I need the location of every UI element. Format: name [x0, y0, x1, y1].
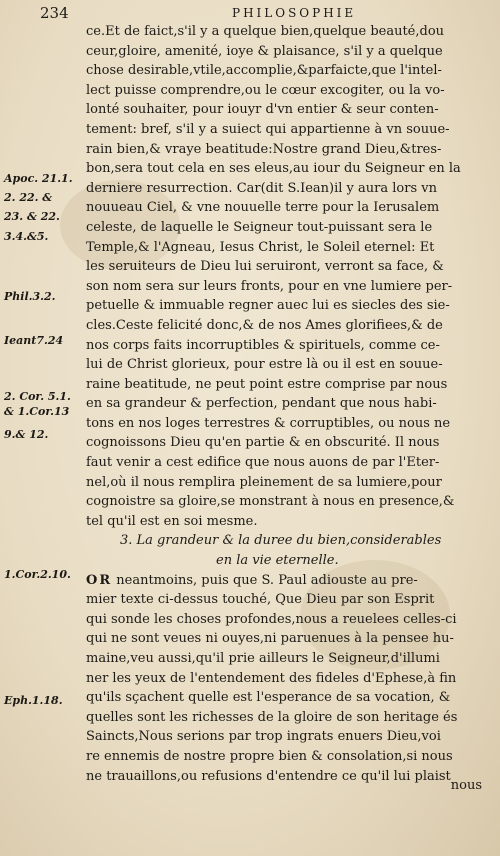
text-line: cognoissons Dieu qu'en partie & en obscurité. Il nous: [86, 435, 440, 451]
text-line: chose desirable,vtile,accomplie,&parfaicte,que l'intel-: [86, 63, 442, 79]
text-line: ner les yeux de l'entendement des fideles d'Ephese,à fin: [86, 670, 457, 686]
page-header: [40, 4, 480, 22]
margin-note: 3.4.&5.: [4, 230, 49, 243]
text-line: bon,sera tout cela en ses eleus,au iour du Seigneur en la: [86, 161, 461, 177]
text-line: raine beatitude, ne peut point estre comprise par nous: [86, 376, 448, 392]
text-line: celeste, de laquelle le Seigneur tout-puissant sera le: [86, 219, 433, 235]
text-line: faut venir a cest edifice que nous auons de par l'Eter-: [86, 455, 440, 471]
text-line: qu'ils sçachent quelle est l'esperance de sa vocation, &: [86, 690, 451, 706]
text-line: nel,où il nous remplira pleinement de sa lumiere,pour: [86, 474, 442, 490]
text-line: cognoistre sa gloire,se monstrant à nous en presence,&: [86, 494, 455, 510]
margin-note: 2. Cor. 5.1.: [4, 390, 71, 403]
text-line: ne trauaillons,ou refusions d'entendre ce qu'il lui plaist: [86, 768, 451, 784]
text-line: quelles sont les richesses de la gloire de son heritage és: [86, 709, 458, 725]
initial-word: OR: [86, 572, 113, 588]
text-line: ceur,gloire, amenité, ioye & plaisance, s'il y a quelque: [86, 43, 443, 59]
margin-note: Phil.3.2.: [4, 290, 56, 303]
running-head: PHILOSOPHIE: [232, 6, 357, 20]
text-line: tel qu'il est en soi mesme.: [86, 513, 258, 529]
text-line: en sa grandeur & perfection, pendant que nous habi-: [86, 396, 437, 412]
text-line: lui de Christ glorieux, pour estre là ou il est en souue-: [86, 357, 443, 373]
text-line: cles.Ceste felicité donc,& de nos Ames glorifiees,& de: [86, 317, 443, 333]
margin-note: & 1.Cor.13: [4, 405, 70, 418]
text-line: mier texte ci-dessus touché, Que Dieu par son Esprit: [86, 592, 435, 608]
text-line: rain bien,& vraye beatitude:Nostre grand Dieu,&tres-: [86, 141, 442, 157]
text-line: re ennemis de nostre propre bien & consolation,si nous: [86, 748, 453, 764]
section-heading-continued: en la vie eternelle.: [216, 553, 339, 569]
text-line: qui sonde les choses profondes,nous a reuelees celles-ci: [86, 611, 457, 627]
margin-note: 2. 22. &: [4, 191, 53, 204]
margin-note: 9.& 12.: [4, 428, 49, 441]
page-number: 234: [40, 4, 69, 22]
margin-note: Apoc. 21.1.: [4, 172, 73, 185]
text-line: [86, 571, 486, 591]
section-heading: 3. La grandeur & la duree du bien,considerables: [120, 533, 442, 549]
text-line: tons en nos loges terrestres & corruptibles, ou nous ne: [86, 415, 451, 431]
margin-note: Eph.1.18.: [4, 694, 63, 707]
margin-note: 1.Cor.2.10.: [4, 568, 71, 581]
text-line: Saincts,Nous serions par trop ingrats enuers Dieu,voi: [86, 729, 441, 745]
text-line: lonté souhaiter, pour iouyr d'vn entier & seur conten-: [86, 102, 439, 118]
text-line: lect puisse comprendre,ou le cœur excogiter, ou la vo-: [86, 82, 445, 98]
text-line: ce.Et de faict,s'il y a quelque bien,quelque beauté,dou: [86, 24, 445, 39]
text-line-rest: neantmoins, puis que S. Paul adiouste au pre-: [112, 572, 418, 588]
text-line: qui ne sont veues ni ouyes,ni paruenues à la pensee hu-: [86, 631, 454, 647]
text-line: nos corps faits incorruptibles & spirituels, comme ce-: [86, 337, 440, 353]
margin-note: 23. & 22.: [4, 210, 60, 223]
text-line: les seruiteurs de Dieu lui seruiront, verront sa face, &: [86, 259, 444, 275]
text-line: son nom sera sur leurs fronts, pour en vne lumiere per-: [86, 278, 453, 294]
text-line: nouueau Ciel, & vne nouuelle terre pour la Ierusalem: [86, 200, 440, 216]
text-line: Temple,& l'Agneau, Iesus Christ, le Soleil eternel: Et: [86, 239, 435, 255]
margin-note: Ieant7.24: [4, 334, 64, 347]
text-line: maine,veu aussi,qu'il prie ailleurs le Seigneur,d'illumi: [86, 651, 440, 666]
text-line: petuelle & immuable regner auec lui es siecles des sie-: [86, 298, 450, 314]
text-line: derniere resurrection. Car(dit S.Iean)il y aura lors vn: [86, 180, 437, 196]
body-text: [86, 22, 486, 786]
text-line: tement: bref, s'il y a suiect qui appartienne à vn souue-: [86, 121, 450, 137]
catchword: nous: [450, 778, 482, 793]
